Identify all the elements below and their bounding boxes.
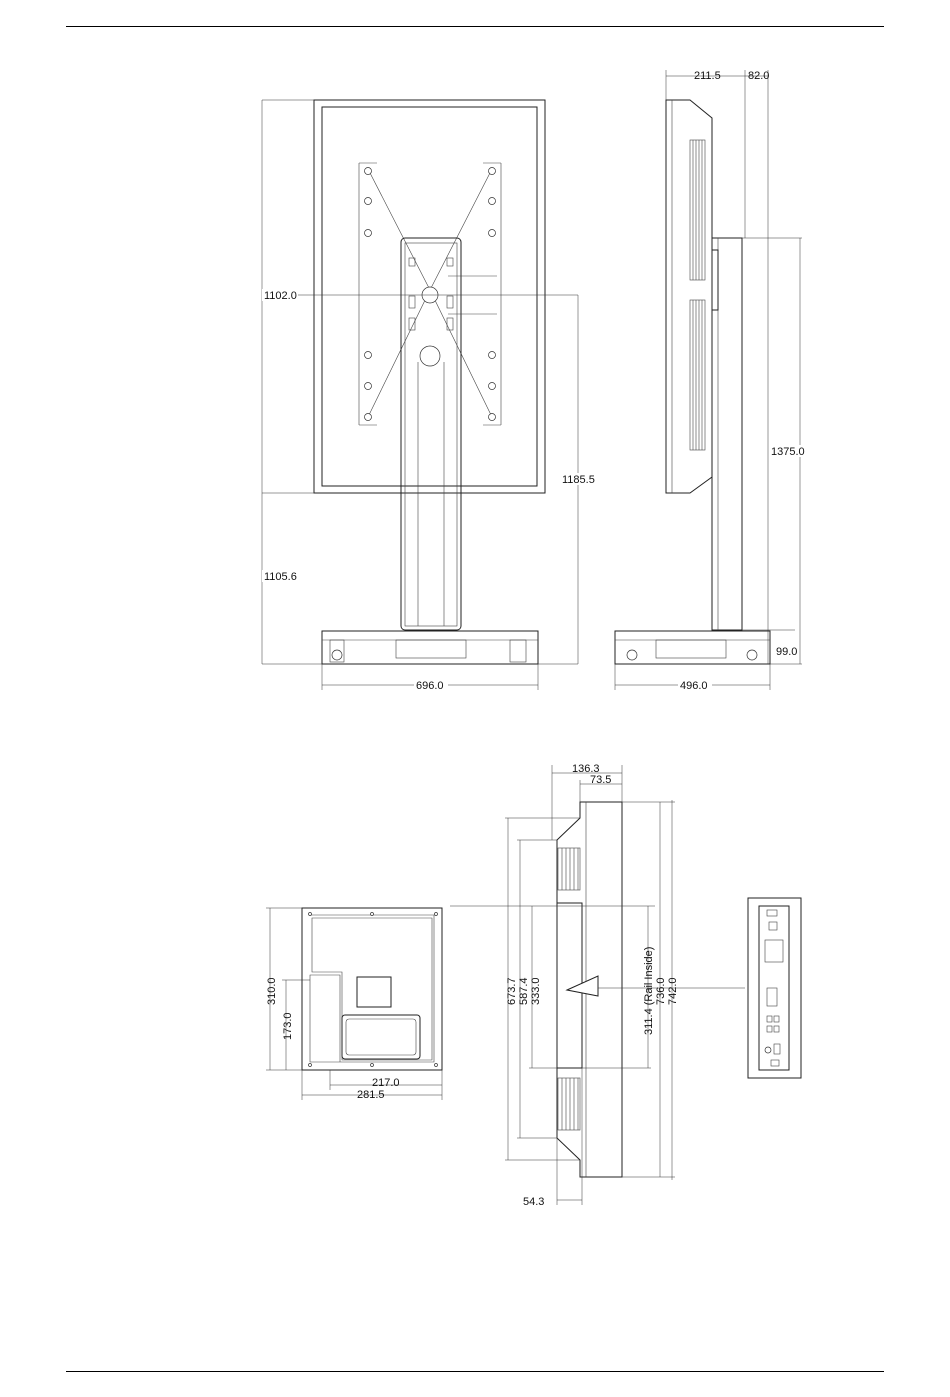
connector-panel-view (748, 898, 801, 1078)
side-base (615, 631, 770, 664)
dim-side-total-height (742, 238, 806, 664)
dim-back-plate-inner-width (330, 1070, 442, 1100)
dim-label-side-offset: 82.0 (748, 70, 770, 82)
dim-label-side-base-height: 99.0 (776, 646, 798, 658)
power-connector (765, 940, 783, 962)
lower-vent-bottom (558, 1078, 580, 1130)
dim-label-lower-height-1: 673.7 (506, 977, 518, 1005)
back-plate-connector-area (342, 1015, 420, 1059)
dim-label-back-plate-width: 281.5 (357, 1089, 385, 1101)
front-view (262, 100, 596, 692)
vga-port (767, 988, 777, 1006)
dim-label-lower-height-742: 742.0 (667, 977, 679, 1005)
dim-label-lower-height-736: 736.0 (655, 977, 667, 1005)
dim-front-base-height (262, 493, 322, 664)
stand-base (322, 631, 538, 664)
dim-label-side-base-depth: 496.0 (680, 680, 708, 692)
dim-label-lower-depth-total: 136.3 (572, 763, 600, 775)
dim-front-width (322, 664, 538, 692)
back-plate-view (266, 908, 442, 1101)
back-plate-box (357, 977, 391, 1007)
caster-left (332, 650, 342, 660)
back-plate-outer (302, 908, 442, 1070)
dim-label-side-depth: 211.5 (694, 70, 721, 82)
dim-label-front-width: 696.0 (416, 680, 444, 692)
lower-side-view (450, 763, 745, 1208)
side-vent-top (690, 140, 705, 280)
dim-front-total-height (538, 295, 596, 664)
dim-label-back-plate-inner-height: 173.0 (282, 1012, 294, 1040)
dim-label-lower-bracket-depth: 54.3 (523, 1196, 545, 1208)
dim-label-back-plate-height: 310.0 (266, 977, 278, 1005)
side-vent-bottom (690, 300, 705, 450)
side-view (615, 70, 806, 692)
dim-label-lower-height-3: 333.0 (530, 977, 542, 1005)
dim-label-back-plate-inner-width: 217.0 (372, 1077, 400, 1089)
dim-side-base-depth (615, 664, 770, 692)
dim-back-plate-inner-height (282, 980, 310, 1070)
dim-front-panel-height (262, 100, 314, 493)
lower-vent-top (558, 848, 580, 890)
dim-label-lower-height-2: 587.4 (518, 977, 530, 1005)
dim-label-front-total-height: 1185.5 (562, 474, 595, 486)
dim-label-side-total-height: 1375.0 (771, 446, 805, 458)
dim-label-front-base-height: 1105.6 (264, 571, 297, 583)
dim-label-front-panel-height: 1102.0 (264, 290, 297, 302)
dim-label-lower-depth-panel: 73.5 (590, 774, 612, 786)
dim-label-lower-rail-inside: 311.4 (Rail Inside) (643, 946, 655, 1035)
dim-back-plate-height (266, 908, 302, 1070)
